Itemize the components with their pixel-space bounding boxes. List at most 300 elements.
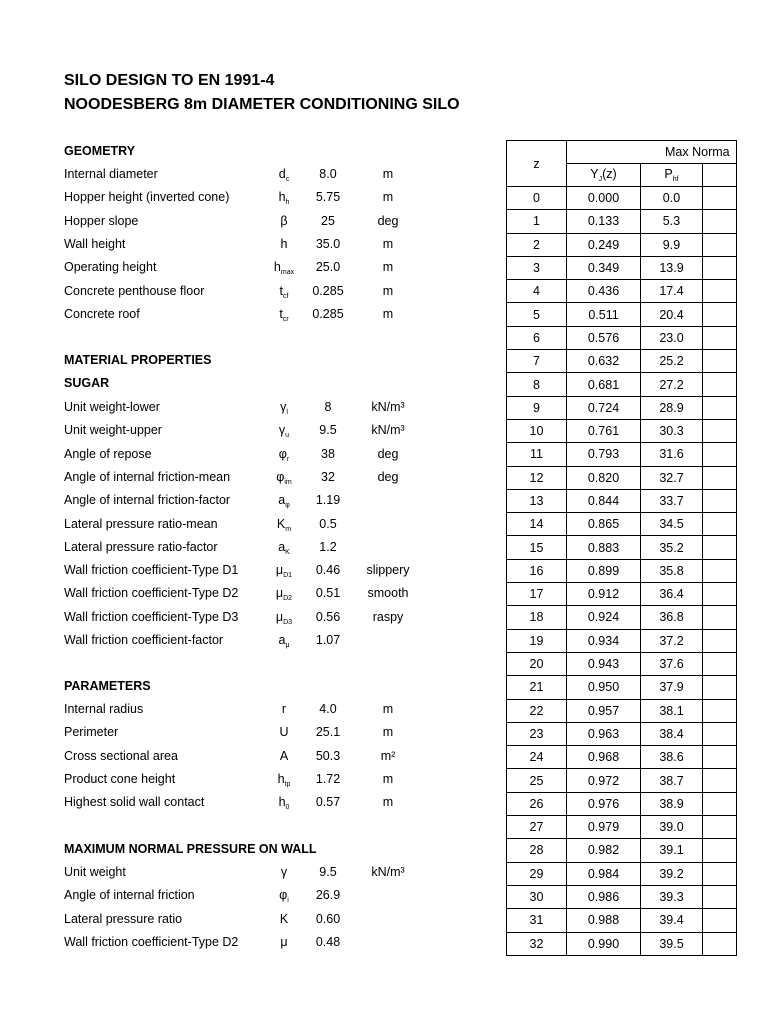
z-cell: 32: [507, 932, 567, 955]
phf-cell: 38.1: [641, 699, 703, 722]
hidden-column-cell: [703, 676, 737, 699]
parameter-unit: m: [382, 306, 394, 321]
table-row: [507, 792, 737, 815]
yj-cell: 0.820: [567, 466, 641, 489]
table-row: [507, 187, 737, 210]
parameter-value: 0.51: [315, 586, 341, 601]
parameter-symbol: $a_\varphi$: [278, 493, 290, 510]
yj-cell: 0.984: [567, 862, 641, 885]
table-row: [507, 559, 737, 582]
z-cell: 28: [507, 839, 567, 862]
z-cell: 29: [507, 862, 567, 885]
parameter-row: [0, 513, 440, 536]
parameter-value: 38: [321, 446, 335, 461]
table-row: [507, 489, 737, 512]
parameter-symbol: $\gamma_u$: [278, 423, 290, 440]
phf-cell: 39.3: [641, 885, 703, 908]
parameter-label: Internal radius: [64, 702, 144, 716]
parameter-row: [0, 745, 440, 768]
parameter-value: 1.72: [315, 771, 341, 786]
table-row: [507, 326, 737, 349]
yj-cell: 0.963: [567, 722, 641, 745]
parameter-value: 0.56: [315, 609, 341, 624]
parameter-row: [0, 582, 440, 605]
parameter-unit: deg: [377, 469, 399, 484]
table-row: [507, 652, 737, 675]
parameter-unit: kN/m³: [371, 865, 405, 879]
z-cell: 0: [507, 187, 567, 210]
parameter-symbol: $d_c$: [278, 167, 290, 183]
parameter-value: 0.5: [319, 516, 337, 531]
parameter-value: 8.0: [319, 167, 337, 181]
table-row: [507, 350, 737, 373]
parameter-symbol: $h_{tp}$: [277, 771, 291, 788]
z-cell: 15: [507, 536, 567, 559]
parameter-value: 0.46: [315, 563, 341, 578]
z-cell: 25: [507, 769, 567, 792]
parameter-row: [0, 210, 440, 233]
parameter-label: Lateral pressure ratio: [64, 911, 183, 926]
table-row: [507, 909, 737, 932]
parameter-label: Wall friction coefficient-Type D2: [64, 934, 239, 949]
hidden-column-cell: [703, 419, 737, 442]
yj-cell: 0.957: [567, 699, 641, 722]
phf-cell: 38.6: [641, 746, 703, 769]
hidden-column-cell: [703, 606, 737, 629]
max-normal-pressure-header: Max Norma: [567, 141, 737, 164]
hidden-column-cell: [703, 722, 737, 745]
phf-cell: 13.9: [641, 256, 703, 279]
parameter-value: 0.57: [315, 795, 341, 810]
parameter-row: [0, 721, 440, 744]
parameter-label: Wall friction coefficient-Type D3: [64, 609, 239, 624]
document-subtitle: NOODESBERG 8m DIAMETER CONDITIONING SILO: [64, 96, 460, 113]
hidden-column-cell: [703, 839, 737, 862]
phf-cell: 34.5: [641, 513, 703, 536]
phf-cell: 30.3: [641, 419, 703, 442]
phf-cell: 27.2: [641, 373, 703, 396]
phf-cell: 23.0: [641, 326, 703, 349]
z-cell: 21: [507, 676, 567, 699]
parameter-row: [0, 396, 440, 419]
parameter-unit: kN/m³: [371, 423, 405, 438]
z-cell: 2: [507, 233, 567, 256]
table-row: [507, 932, 737, 955]
parameter-label: Angle of repose: [64, 446, 152, 461]
yj-cell: 0.883: [567, 536, 641, 559]
table-row: [507, 303, 737, 326]
parameter-symbol: h: [280, 236, 288, 251]
table-row: [507, 536, 737, 559]
phf-cell: 38.9: [641, 792, 703, 815]
parameter-symbol: $a_\mu$: [278, 633, 290, 649]
parameter-row: [0, 466, 440, 489]
yj-cell: 0.912: [567, 583, 641, 606]
parameter-value: 0.60: [315, 911, 341, 926]
yj-cell: 0.632: [567, 350, 641, 373]
z-header: z: [507, 141, 567, 187]
parameter-symbol: U: [279, 725, 289, 740]
section-heading: MATERIAL PROPERTIES: [64, 353, 212, 367]
parameter-value: 32: [321, 469, 335, 484]
parameter-row: [0, 280, 440, 303]
parameter-label: Concrete penthouse floor: [64, 283, 205, 298]
parameter-value: 0.285: [312, 306, 344, 321]
parameter-value: 0.48: [315, 934, 341, 949]
z-cell: 20: [507, 652, 567, 675]
pressure-table: [506, 140, 737, 956]
yj-cell: 0.844: [567, 489, 641, 512]
z-cell: 6: [507, 326, 567, 349]
parameter-symbol: $\mu_{D1}$: [275, 563, 293, 580]
parameter-row: [0, 443, 440, 466]
parameter-label: Wall friction coefficient-factor: [64, 633, 224, 647]
parameter-symbol: $\gamma_l$: [280, 400, 288, 416]
yj-cell: 0.793: [567, 443, 641, 466]
parameter-unit: deg: [377, 213, 399, 228]
parameter-label: Hopper slope: [64, 213, 139, 228]
parameter-unit: m: [382, 236, 394, 251]
parameter-value: 4.0: [319, 702, 337, 716]
table-row: [507, 816, 737, 839]
phf-cell: 35.8: [641, 559, 703, 582]
phf-cell: 39.2: [641, 862, 703, 885]
parameter-value: 9.5: [319, 423, 337, 438]
parameter-row: [0, 256, 440, 279]
parameter-row: [0, 606, 440, 629]
parameter-unit: kN/m³: [371, 400, 405, 414]
hidden-column-cell: [703, 489, 737, 512]
hidden-column-cell: [703, 396, 737, 419]
parameter-value: 25.0: [315, 260, 341, 275]
parameter-unit: deg: [377, 446, 399, 461]
yj-cell: 0.681: [567, 373, 641, 396]
parameter-symbol: β: [280, 213, 288, 228]
parameter-symbol: $\mu_{D2}$: [275, 586, 293, 603]
parameter-symbol: $\mu_{D3}$: [275, 609, 293, 626]
yj-cell: 0.865: [567, 513, 641, 536]
z-cell: 27: [507, 816, 567, 839]
yj-cell: 0.986: [567, 885, 641, 908]
parameter-symbol: γ: [280, 865, 288, 879]
hidden-column-cell: [703, 256, 737, 279]
phf-cell: 37.9: [641, 676, 703, 699]
yj-cell: 0.988: [567, 909, 641, 932]
phf-cell: 9.9: [641, 233, 703, 256]
hidden-column-cell: [703, 862, 737, 885]
yj-cell: 0.979: [567, 816, 641, 839]
hidden-column-cell: [703, 326, 737, 349]
hidden-column-cell: [703, 210, 737, 233]
parameter-symbol: r: [281, 702, 287, 716]
z-cell: 13: [507, 489, 567, 512]
yj-cell: 0.133: [567, 210, 641, 233]
phf-cell: 39.1: [641, 839, 703, 862]
hidden-column-cell: [703, 559, 737, 582]
table-row: [507, 210, 737, 233]
parameter-unit: slippery: [366, 563, 410, 578]
yj-cell: 0.000: [567, 187, 641, 210]
yj-header: $Y_J(z)$: [567, 164, 641, 187]
hidden-column-cell: [703, 233, 737, 256]
z-cell: 9: [507, 396, 567, 419]
hidden-column-cell: [703, 816, 737, 839]
hidden-column-cell: [703, 280, 737, 303]
z-cell: 30: [507, 885, 567, 908]
z-cell: 26: [507, 792, 567, 815]
yj-cell: 0.972: [567, 769, 641, 792]
parameter-row: [0, 303, 440, 326]
hidden-column-cell: [703, 466, 737, 489]
parameter-value: 1.2: [319, 539, 337, 554]
yj-cell: 0.990: [567, 932, 641, 955]
document-title: SILO DESIGN TO EN 1991-4: [64, 72, 275, 89]
phf-cell: 25.2: [641, 350, 703, 373]
hidden-column-cell: [703, 932, 737, 955]
yj-cell: 0.924: [567, 606, 641, 629]
yj-cell: 0.349: [567, 256, 641, 279]
parameter-unit: m: [382, 167, 394, 181]
parameter-row: [0, 419, 440, 442]
phf-cell: 36.8: [641, 606, 703, 629]
parameter-label: Lateral pressure ratio-factor: [64, 539, 218, 554]
section-heading: MAXIMUM NORMAL PRESSURE ON WALL: [64, 842, 317, 856]
phf-cell: 17.4: [641, 280, 703, 303]
table-row: [507, 862, 737, 885]
parameter-label: Angle of internal friction-factor: [64, 493, 231, 508]
parameter-row: [0, 489, 440, 512]
yj-cell: 0.576: [567, 326, 641, 349]
parameter-symbol: $h_0$: [278, 795, 290, 812]
parameter-value: 9.5: [319, 865, 337, 879]
table-row: [507, 443, 737, 466]
table-row: [507, 722, 737, 745]
z-cell: 1: [507, 210, 567, 233]
phf-cell: 20.4: [641, 303, 703, 326]
z-cell: 31: [507, 909, 567, 932]
parameter-row: [0, 768, 440, 791]
parameter-value: 25.1: [315, 725, 341, 740]
hidden-column-cell: [703, 443, 737, 466]
parameter-symbol: $K_m$: [276, 516, 292, 533]
yj-cell: 0.724: [567, 396, 641, 419]
hidden-column-cell: [703, 513, 737, 536]
yj-cell: 0.249: [567, 233, 641, 256]
z-cell: 19: [507, 629, 567, 652]
phf-cell: 37.2: [641, 629, 703, 652]
parameter-symbol: $h_h$: [278, 190, 290, 207]
hidden-column-cell: [703, 350, 737, 373]
phf-header: $P_{hf}$: [641, 164, 703, 187]
phf-cell: 39.0: [641, 816, 703, 839]
table-row: [507, 839, 737, 862]
parameter-row: [0, 163, 440, 186]
parameter-value: 1.19: [315, 493, 341, 508]
hidden-column-cell: [703, 769, 737, 792]
parameter-symbol: $a_K$: [278, 539, 290, 556]
parameter-label: Concrete roof: [64, 306, 140, 321]
parameter-label: Unit weight: [64, 865, 126, 879]
hidden-column-cell: [703, 187, 737, 210]
z-cell: 4: [507, 280, 567, 303]
z-cell: 12: [507, 466, 567, 489]
phf-cell: 0.0: [641, 187, 703, 210]
parameter-unit: m: [382, 283, 394, 298]
hidden-column-cell: [703, 885, 737, 908]
parameter-value: 26.9: [315, 888, 341, 903]
parameter-unit: m: [382, 260, 394, 275]
parameter-unit: smooth: [367, 586, 409, 601]
parameter-label: Highest solid wall contact: [64, 795, 205, 810]
hidden-column-cell: [703, 699, 737, 722]
hidden-column-cell: [703, 652, 737, 675]
parameter-row: [0, 629, 440, 652]
parameter-row: [0, 931, 440, 954]
parameter-unit: m²: [380, 748, 396, 763]
yj-cell: 0.968: [567, 746, 641, 769]
parameter-value: 5.75: [315, 190, 341, 205]
phf-cell: 35.2: [641, 536, 703, 559]
section-heading: PARAMETERS: [64, 679, 151, 693]
parameter-row: [0, 233, 440, 256]
table-row: [507, 746, 737, 769]
parameter-label: Perimeter: [64, 725, 119, 740]
hidden-column-cell: [703, 629, 737, 652]
phf-cell: 31.6: [641, 443, 703, 466]
z-cell: 22: [507, 699, 567, 722]
parameter-label: Wall friction coefficient-Type D1: [64, 563, 239, 578]
parameter-symbol: μ: [280, 934, 288, 949]
phf-cell: 38.7: [641, 769, 703, 792]
parameter-value: 50.3: [315, 748, 341, 763]
parameter-label: Internal diameter: [64, 167, 158, 181]
parameter-unit: m: [382, 702, 394, 716]
parameter-label: Wall height: [64, 236, 126, 251]
parameter-label: Unit weight-lower: [64, 400, 160, 414]
z-cell: 18: [507, 606, 567, 629]
table-row: [507, 513, 737, 536]
parameter-label: Unit weight-upper: [64, 423, 162, 438]
z-cell: 7: [507, 350, 567, 373]
yj-cell: 0.982: [567, 839, 641, 862]
table-row: [507, 769, 737, 792]
hidden-column-cell: [703, 909, 737, 932]
yj-cell: 0.436: [567, 280, 641, 303]
yj-cell: 0.950: [567, 676, 641, 699]
hidden-column-cell: [703, 373, 737, 396]
z-cell: 10: [507, 419, 567, 442]
parameter-label: Angle of internal friction: [64, 888, 195, 903]
phf-cell: 28.9: [641, 396, 703, 419]
table-row: [507, 233, 737, 256]
parameter-symbol: $\varphi_r$: [278, 446, 290, 463]
parameter-unit: m: [382, 795, 394, 810]
yj-cell: 0.934: [567, 629, 641, 652]
hidden-column-cell: [703, 303, 737, 326]
table-row: [507, 885, 737, 908]
phf-cell: 39.4: [641, 909, 703, 932]
parameter-label: Hopper height (inverted cone): [64, 190, 230, 205]
parameter-label: Wall friction coefficient-Type D2: [64, 586, 239, 601]
table-row: [507, 583, 737, 606]
hidden-column-cell: [703, 536, 737, 559]
phf-cell: 5.3: [641, 210, 703, 233]
table-row: [507, 676, 737, 699]
parameter-unit: raspy: [372, 609, 404, 624]
phf-cell: 33.7: [641, 489, 703, 512]
hidden-column-cell: [703, 792, 737, 815]
parameter-label: Product cone height: [64, 771, 176, 786]
yj-cell: 0.943: [567, 652, 641, 675]
table-row: [507, 396, 737, 419]
section-subheading: SUGAR: [64, 376, 110, 390]
z-cell: 11: [507, 443, 567, 466]
hidden-column-cell: [703, 746, 737, 769]
parameter-row: [0, 791, 440, 814]
parameter-symbol: A: [279, 748, 289, 763]
yj-cell: 0.976: [567, 792, 641, 815]
table-row: [507, 373, 737, 396]
parameter-unit: m: [382, 190, 394, 205]
parameter-symbol: $t_{cr}$: [279, 306, 289, 323]
section-heading: GEOMETRY: [64, 144, 136, 158]
pressure-table-container: [506, 140, 730, 955]
parameter-row: [0, 861, 440, 884]
z-cell: 3: [507, 256, 567, 279]
parameter-row: [0, 908, 440, 931]
parameter-row: [0, 698, 440, 721]
yj-cell: 0.761: [567, 419, 641, 442]
z-cell: 16: [507, 559, 567, 582]
parameter-unit: m: [382, 771, 394, 786]
parameter-label: Cross sectional area: [64, 748, 178, 763]
z-cell: 8: [507, 373, 567, 396]
phf-cell: 38.4: [641, 722, 703, 745]
parameter-value: 8: [324, 400, 332, 414]
table-row: [507, 419, 737, 442]
hidden-column-header: [703, 164, 737, 187]
table-row: [507, 629, 737, 652]
parameter-symbol: $t_{cf}$: [279, 283, 289, 300]
z-cell: 5: [507, 303, 567, 326]
parameter-unit: m: [382, 725, 394, 740]
parameter-value: 25: [321, 213, 335, 228]
phf-cell: 32.7: [641, 466, 703, 489]
parameter-value: 1.07: [315, 633, 341, 647]
parameter-label: Angle of internal friction-mean: [64, 469, 231, 484]
z-cell: 24: [507, 746, 567, 769]
phf-cell: 37.6: [641, 652, 703, 675]
parameter-value: 35.0: [315, 236, 341, 251]
parameter-value: 0.285: [312, 283, 344, 298]
table-row: [507, 466, 737, 489]
z-cell: 14: [507, 513, 567, 536]
yj-cell: 0.511: [567, 303, 641, 326]
table-row: [507, 699, 737, 722]
hidden-column-cell: [703, 583, 737, 606]
parameter-row: [0, 186, 440, 209]
table-row: [507, 256, 737, 279]
parameter-row: [0, 884, 440, 907]
table-row: [507, 280, 737, 303]
parameter-label: Operating height: [64, 260, 157, 275]
parameter-symbol: $h_{max}$: [273, 260, 295, 277]
parameter-symbol: $\varphi_i$: [279, 888, 289, 905]
parameter-label: Lateral pressure ratio-mean: [64, 516, 218, 531]
phf-cell: 36.4: [641, 583, 703, 606]
parameter-row: [0, 536, 440, 559]
parameter-row: [0, 559, 440, 582]
